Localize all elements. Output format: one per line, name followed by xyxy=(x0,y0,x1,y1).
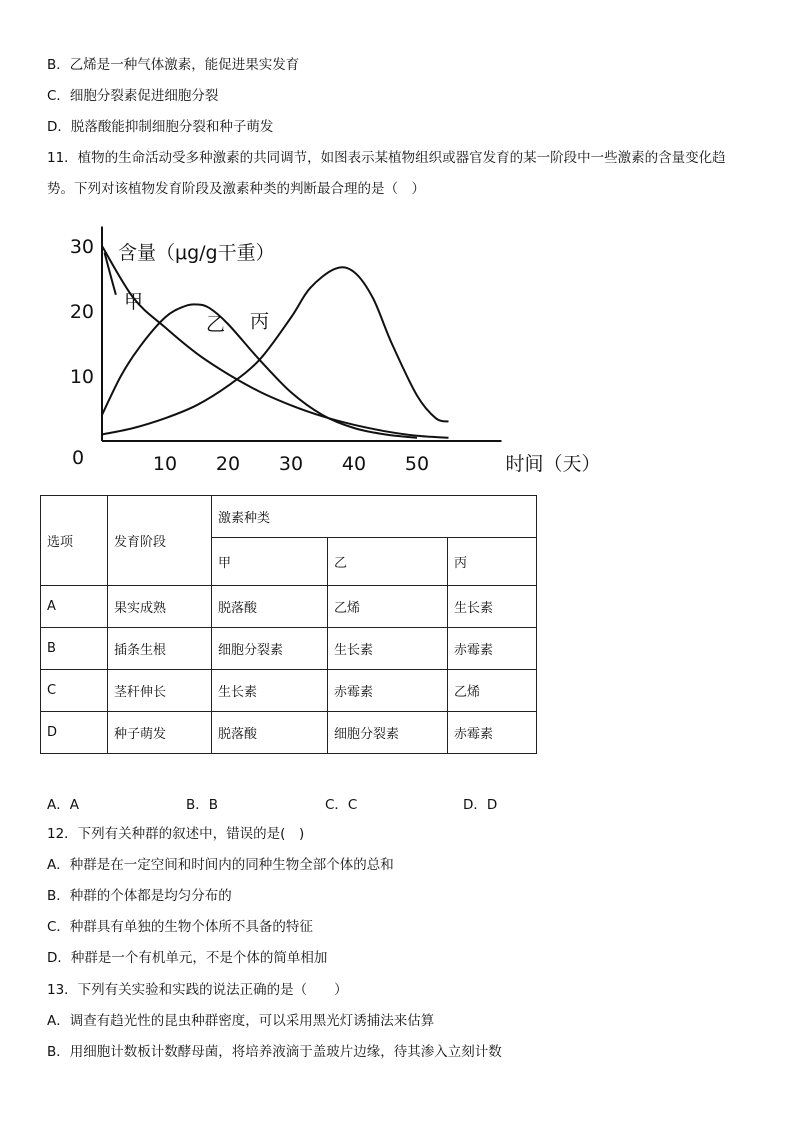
table-cell-stage: 种子萌发 xyxy=(108,712,212,754)
table-row xyxy=(41,712,537,754)
q13-option-a: A．调查有趋光性的昆虫种群密度，可以采用黑光灯诱捕法来估算 xyxy=(47,1013,435,1029)
x-tick-label: 30 xyxy=(278,453,304,475)
table-cell-hormone: 赤霉素 xyxy=(448,628,537,670)
q11-choice-a: A．A xyxy=(47,797,79,813)
table-cell-hormone: 生长素 xyxy=(212,670,328,712)
q12-option-a: A．种群是在一定空间和时间内的同种生物全部个体的总和 xyxy=(47,857,394,873)
table-cell-hormone: 赤霉素 xyxy=(448,712,537,754)
table-cell-option: A xyxy=(41,586,108,628)
q11-options-table xyxy=(40,495,537,754)
table-cell-hormone: 生长素 xyxy=(448,586,537,628)
q10-option-b: B．乙烯是一种气体激素，能促进果实发育 xyxy=(47,57,300,73)
y-axis-label: 含量（μg/g干重） xyxy=(118,242,275,264)
table-row xyxy=(41,628,537,670)
table-cell-hormone: 乙烯 xyxy=(328,586,448,628)
series-label-bing: 丙 xyxy=(250,310,270,333)
q12-stem: 12．下列有关种群的叙述中，错误的是( ) xyxy=(47,826,305,842)
x-tick-label: 50 xyxy=(404,453,430,475)
q11-choice-b: B．B xyxy=(186,797,219,813)
table-cell-hormone: 赤霉素 xyxy=(328,670,448,712)
y-tick-label: 30 xyxy=(69,236,94,258)
x-tick-label: 10 xyxy=(152,453,178,475)
table-cell-hormone: 脱落酸 xyxy=(212,586,328,628)
q12-option-d: D．种群是一个有机单元，不是个体的简单相加 xyxy=(47,950,328,966)
x-tick-label: 20 xyxy=(215,453,241,475)
q11-stem-line2: 势。下列对该植物发育阶段及激素种类的判断最合理的是（ ） xyxy=(47,181,425,197)
table-header-yi: 乙 xyxy=(328,538,448,586)
table-header-hormone: 激素种类 xyxy=(212,496,537,538)
y-tick-label: 10 xyxy=(69,366,94,388)
origin-label: 0 xyxy=(72,447,85,469)
series-line-bing xyxy=(102,267,449,434)
table-cell-hormone: 乙烯 xyxy=(448,670,537,712)
table-row xyxy=(41,670,537,712)
q11-choice-d: D．D xyxy=(463,797,498,813)
table-cell-option: B xyxy=(41,628,108,670)
table-cell-stage: 插条生根 xyxy=(108,628,212,670)
table-row xyxy=(41,586,537,628)
series-label-yi: 乙 xyxy=(205,313,225,336)
q12-option-c: C．种群具有单独的生物个体所不具备的特征 xyxy=(47,919,313,935)
table-cell-hormone: 生长素 xyxy=(328,628,448,670)
series-label-jia: 甲 xyxy=(124,290,144,313)
table-cell-stage: 茎秆伸长 xyxy=(108,670,212,712)
table-cell-option: D xyxy=(41,712,108,754)
table-cell-hormone: 脱落酸 xyxy=(212,712,328,754)
y-tick-label: 20 xyxy=(69,301,94,323)
q10-option-d: D．脱落酸能抑制细胞分裂和种子萌发 xyxy=(47,119,274,135)
hormone-content-chart xyxy=(60,228,601,478)
table-cell-hormone: 细胞分裂素 xyxy=(212,628,328,670)
x-axis-label: 时间（天） xyxy=(505,453,601,475)
table-header-option: 选项 xyxy=(41,496,108,586)
q11-choice-c: C．C xyxy=(325,797,358,813)
table-cell-option: C xyxy=(41,670,108,712)
table-header-stage: 发育阶段 xyxy=(108,496,212,586)
table-header-bing: 丙 xyxy=(448,538,537,586)
q13-stem: 13．下列有关实验和实践的说法正确的是（ ） xyxy=(47,982,348,998)
q10-option-c: C．细胞分裂素促进细胞分裂 xyxy=(47,88,219,104)
q12-option-b: B．种群的个体都是均匀分布的 xyxy=(47,888,232,904)
table-cell-hormone: 细胞分裂素 xyxy=(328,712,448,754)
series-line-jia xyxy=(102,246,449,438)
q13-option-b: B．用细胞计数板计数酵母菌，将培养液滴于盖玻片边缘，待其渗入立刻计数 xyxy=(47,1044,502,1060)
q11-stem-line1: 11．植物的生命活动受多种激素的共同调节，如图表示某植物组织或器官发育的某一阶段中一些激素的含量变化趋 xyxy=(47,150,726,166)
table-header-jia: 甲 xyxy=(212,538,328,586)
table-cell-stage: 果实成熟 xyxy=(108,586,212,628)
x-tick-label: 40 xyxy=(341,453,367,475)
